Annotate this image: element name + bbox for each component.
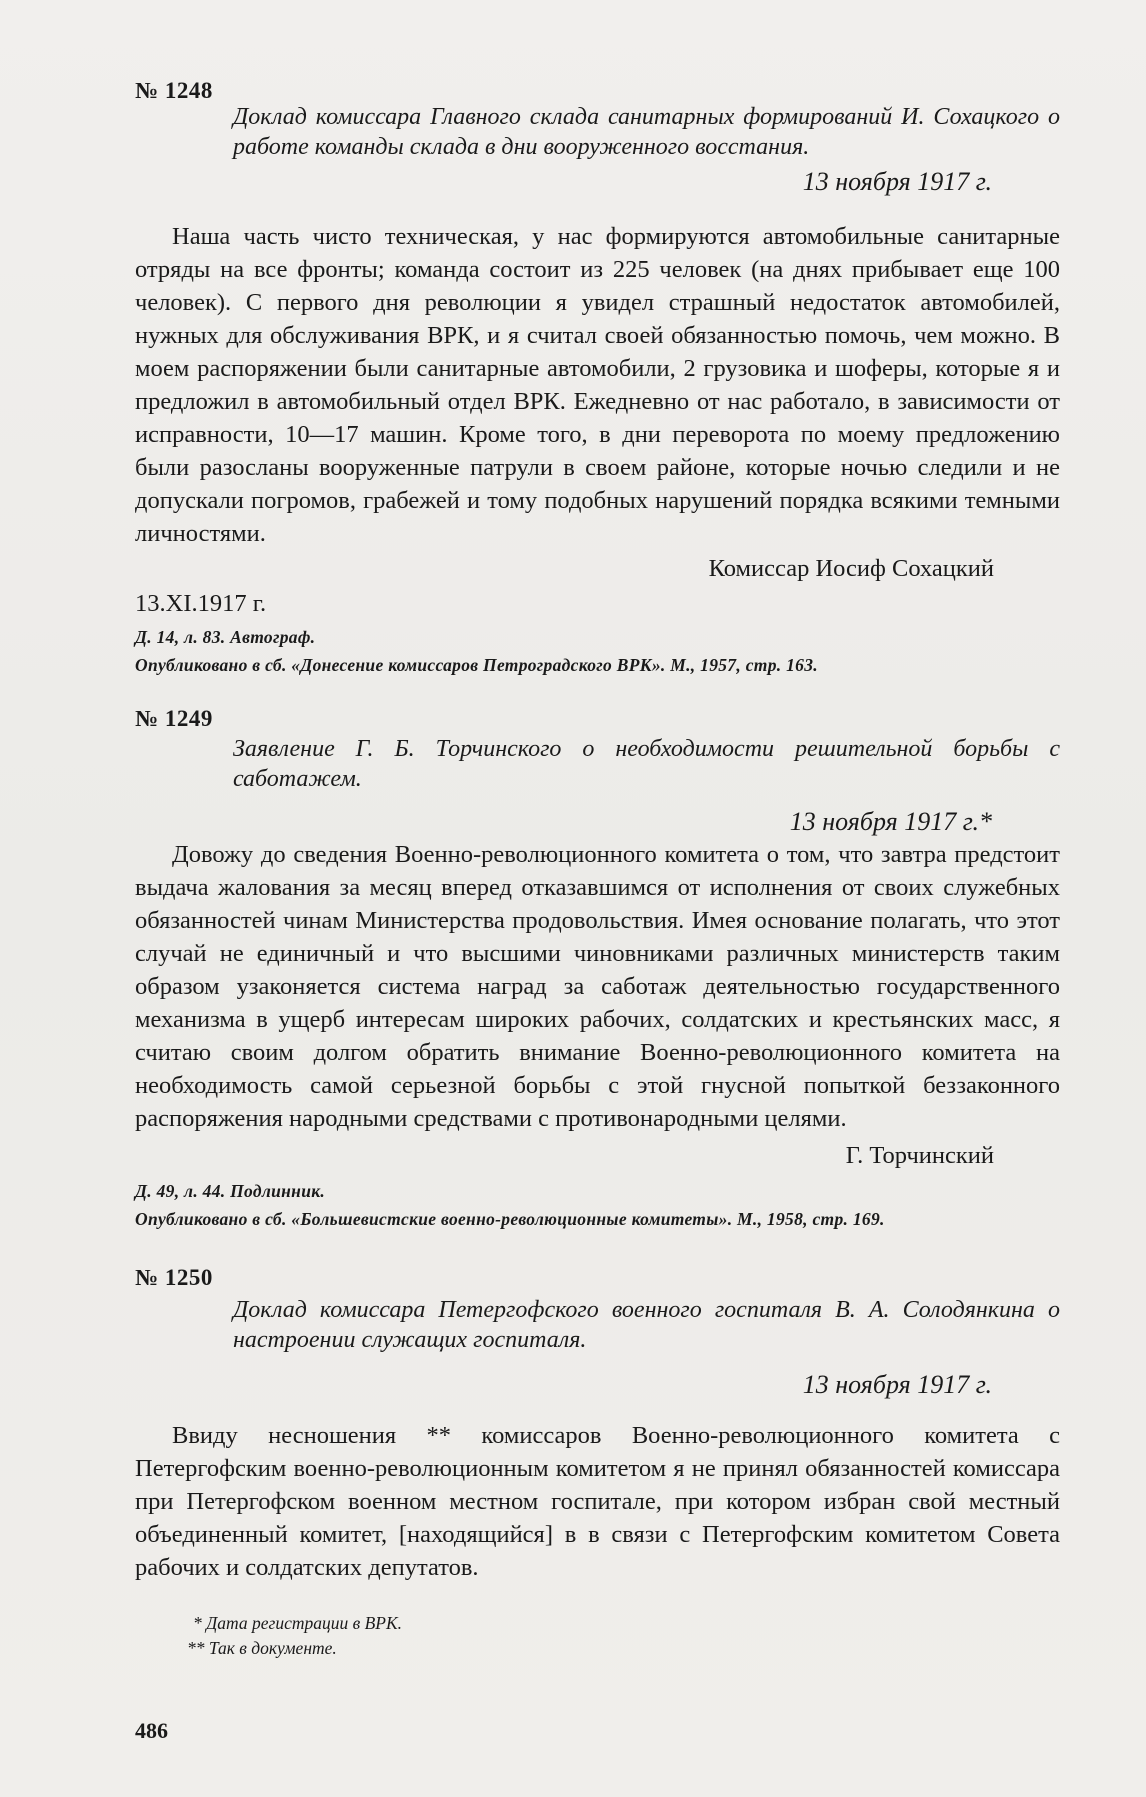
footnotes — [135, 1611, 1060, 1661]
footnote: ** Так в документе. — [187, 1638, 337, 1658]
document-title: Доклад комиссара Главного склада санитарных формирований И. Сохацкого о работе команды склада в дни вооруженного восстания. — [233, 104, 1060, 160]
document-1249 — [135, 706, 1060, 1232]
document-date: 13 ноября 1917 г.* — [789, 807, 992, 836]
page-number: 486 — [135, 1718, 168, 1743]
footnote: * Дата регистрации в ВРК. — [193, 1613, 402, 1633]
document-1250 — [135, 1265, 1060, 1584]
document-body: Наша часть чисто техническая, у нас формируются автомобильные санитарные отряды на все фронты; команда состоит из 225 человек (на днях прибывает еще 100 человек). С первого дня революции я увидел страшный недостаток автомобилей, нужных для обслуживания ВРК, и я считал своей обязанностью помочь, чем можно. В моем распоряжении были санитарные автомобили, 2 грузовика и шоферы, которые я и предложил в автомобильный отдел ВРК. Ежедневно от нас работало, в зависимости от исправности, 10—17 машин. Кроме того, в дни переворота по моему предложению были разосланы вооруженные патрули в своем районе, которые ночью следили и не допускали погромов, грабежей и тому подобных нарушений порядка всякими темными личностями. — [135, 223, 1060, 547]
archive-reference: Д. 14, л. 83. Автограф. — [135, 627, 316, 647]
document-number: № 1249 — [135, 706, 213, 731]
document-number: № 1250 — [135, 1265, 213, 1290]
archive-reference: Д. 49, л. 44. Подлинник. — [135, 1181, 326, 1201]
document-body: Ввиду несношения ** комиссаров Военно-революционного комитета с Петергофским военно-революционным комитетом я не принял обязанностей комиссара при Петергофском военном местном госпитале, при котором избран свой местный объединенный комитет, [находящийся] в в связи с Петергофским комитетом Совета рабочих и солдатских депутатов. — [135, 1422, 1060, 1581]
document-title: Доклад комиссара Петергофского военного госпиталя В. А. Солодянкина о настроении служащих госпиталя. — [233, 1297, 1060, 1353]
document-title: Заявление Г. Б. Торчинского о необходимости решительной борьбы с саботажем. — [233, 736, 1060, 792]
signature-date: 13.XI.1917 г. — [135, 590, 267, 617]
publication-reference: Опубликовано в сб. «Большевистские военно-революционные комитеты». М., 1958, стр. 169. — [135, 1209, 885, 1229]
signature: Г. Торчинский — [845, 1142, 994, 1169]
document-number: № 1248 — [135, 78, 213, 103]
document-date: 13 ноября 1917 г. — [802, 1370, 992, 1399]
document-1248 — [135, 78, 1060, 678]
signature: Комиссар Иосиф Сохацкий — [708, 555, 994, 582]
document-body: Довожу до сведения Военно-революционного комитета о том, что завтра предстоит выдача жалования за месяц вперед отказавшимся от исполнения от своих служебных обязанностей чинам Министерства продовольствия. Имея основание полагать, что этот случай не единичный и что высшими чиновниками различных министерств таким образом узаконяется система наград за саботаж деятельностью государственного механизма в ущерб интересам широких рабочих, солдатских и крестьянских масс, я считаю своим долгом обратить внимание Военно-революционного комитета на необходимость самой серьезной борьбы с этой гнусной попыткой беззаконного распоряжения народными средствами с противонародными целями. — [135, 841, 1060, 1132]
document-date: 13 ноября 1917 г. — [802, 167, 992, 196]
publication-reference: Опубликовано в сб. «Донесение комиссаров Петроградского ВРК». М., 1957, стр. 163. — [135, 655, 818, 675]
